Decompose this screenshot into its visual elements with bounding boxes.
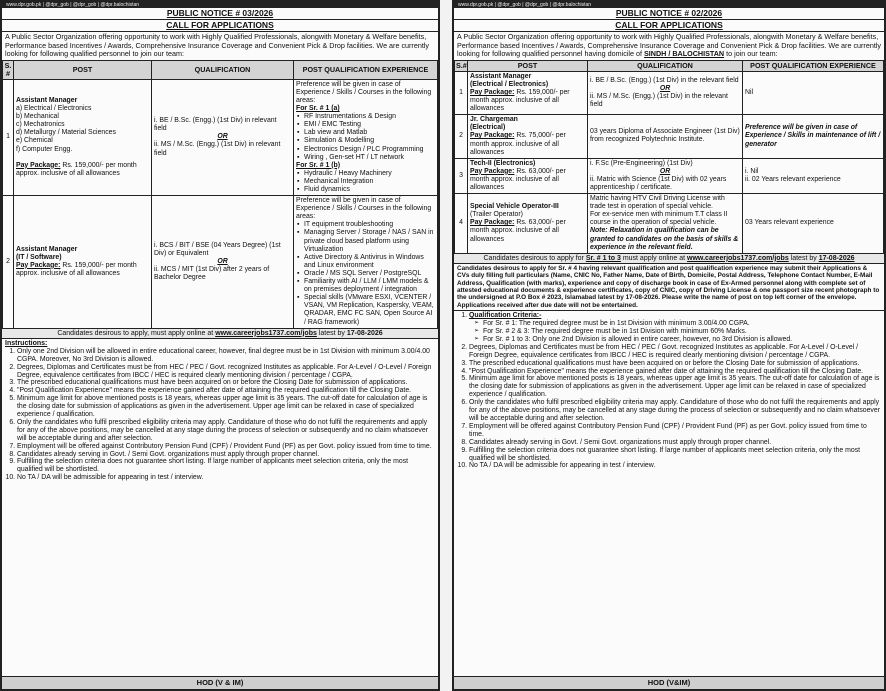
qual-item: ii. Matric with Science (1st Div) with 02 years apprenticeship / certificate. xyxy=(590,175,727,191)
qual-item: For ex-service men with minimum T.T class II course in the operation of special vehicle. xyxy=(590,211,728,227)
qual-item: ii. MS / M.Sc. (Engg.) (1st Div) in relevant field xyxy=(154,141,281,157)
list-item: 4. "Post Qualification Experience" means the experience gained after date of attaining the required qualification till the Closing Date. xyxy=(17,387,435,395)
notice-number: PUBLIC NOTICE # 03/2026 xyxy=(2,8,438,20)
list-item: ▪ EMI / EMC Testing xyxy=(304,121,435,129)
public-notice-02 xyxy=(452,0,886,691)
qualification-cell xyxy=(152,196,294,329)
col-post: POST xyxy=(14,60,152,79)
table-row xyxy=(455,194,884,254)
qualification-cell xyxy=(588,194,743,254)
qualification-cell xyxy=(588,158,743,193)
relaxation-note: Note: Relaxation in qualification can be granted to candidates on the basis of skills & experience in the relevant field. xyxy=(590,227,739,251)
table-row xyxy=(3,79,438,195)
list-item: 6. Only the candidates who fulfil prescribed eligibility criteria may apply. Candidature of those who do not fulfil the requirements and apply for any of the above positions, may be cancelled at any stage during the process of selection or subsequently and no claim whatsoever will be acceptable during and after selection. xyxy=(17,419,435,443)
post-title: Assistant Manager xyxy=(16,97,78,105)
instructions xyxy=(2,339,438,484)
experience-cell: Preference will be given in case of Experience / Skills in maintenance of lift / generator xyxy=(743,115,884,158)
qual-item: Matric having HTV Civil Driving License with trade test in operation of special vehicle. xyxy=(590,195,725,211)
instructions xyxy=(454,311,884,471)
post-title: Assistant Manager xyxy=(16,245,78,253)
list-item: 7. Employment will be offered against Contributory Pension Fund (CPF) / Provident Fund (PF) as per Govt. policy issued from time to time. xyxy=(469,423,881,439)
col-experience: POST QUALIFICATION EXPERIENCE xyxy=(743,60,884,71)
qual-item: i. F.Sc (Pre-Engineering) (1st Div) xyxy=(590,159,693,167)
apply-online: Candidates desirous to apply, must apply online at www.careerjobs1737.com/jobs latest by 17-08-2026 xyxy=(2,329,438,339)
table-row xyxy=(455,71,884,114)
post-cell xyxy=(14,196,152,329)
list-item: ▪ IT equipment troubleshooting xyxy=(304,221,435,229)
post-sub: (Electrical) xyxy=(470,124,506,132)
post-cell xyxy=(468,115,588,158)
notice-number: PUBLIC NOTICE # 02/2026 xyxy=(454,8,884,20)
posts-table xyxy=(454,60,884,254)
post-cell xyxy=(468,158,588,193)
row-sno: 2 xyxy=(455,115,468,158)
careers-link[interactable]: www.careerjobs1737.com/jobs xyxy=(215,329,317,337)
call-heading: CALL FOR APPLICATIONS xyxy=(454,20,884,32)
qual-item: ii. MS / M.Sc. (Engg.) (1st Div) in the relevant field xyxy=(590,93,728,109)
list-item: 10. No TA / DA will be admissible for appearing in test / interview. xyxy=(17,474,435,482)
pqe-list xyxy=(296,221,435,326)
qualification-cell xyxy=(152,79,294,195)
row-sno: 1 xyxy=(455,71,468,114)
careers-link[interactable]: www.careerjobs1737.com/jobs xyxy=(687,254,789,262)
post-sub: c) Mechatronics xyxy=(16,121,65,129)
row-sno: 2 xyxy=(3,196,14,329)
or-label: OR xyxy=(659,84,671,92)
post-sub: (Electrical / Electronics) xyxy=(470,80,549,88)
experience-cell: 03 Years relevant experience xyxy=(743,194,884,254)
col-qualification: QUALIFICATION xyxy=(152,60,294,79)
list-item: ▪ Fluid dynamics xyxy=(304,186,435,194)
qualification-cell xyxy=(588,71,743,114)
apply-online: Candidates desirous to apply for Sr. # 1 to 3 must apply online at www.careerjobs1737.com/jobs latest by 17-08-2026 xyxy=(454,254,884,264)
col-qualification: QUALIFICATION xyxy=(588,60,743,71)
social-bar: www.dpr.gob.pk | @dpr_gob | @dpr_gob | @dpr.balochistan xyxy=(2,2,438,8)
list-item: 9. Fulfilling the selection criteria does not guarantee short listing. If large number of applicants meet selection criteria, only the most qualified will be shortlisted. xyxy=(17,458,435,474)
table-row xyxy=(455,158,884,193)
pay-package: Pay Package: Rs. 159,000/- per month approx. inclusive of all allowances xyxy=(16,261,137,277)
intro-text: A Public Sector Organization offering opportunity to work with Highly Qualified Professionals, alongwith Monetary & Welfare benefits, Performance based Incentives / Awards, Comprehensive Insurance Coverage and Convenient Pick & Drop facilities. We are currently looking for following qualified personnel to join our team: xyxy=(5,32,430,59)
list-item: ▪ Simulation & Modelling xyxy=(304,137,435,145)
list-item: ▪ Familiarity with AI / LLM / LMM models & on premises deployment / integration xyxy=(304,278,435,294)
signatory: HOD (V & IM) xyxy=(2,676,438,689)
post-sub: d) Metallurgy / Material Sciences xyxy=(16,129,116,137)
table-row xyxy=(3,196,438,329)
list-item: 10. No TA / DA will be admissible for appearing in test / interview. xyxy=(469,462,881,470)
list-item: ▪ Managing Server / Storage / NAS / SAN in private cloud based platform using Virtualization xyxy=(304,229,435,253)
list-item: ▪ Oracle / MS SQL Server / PostgreSQL xyxy=(304,270,435,278)
pay-package: Pay Package: Rs. 159,000/- per month approx. inclusive of all allowances xyxy=(470,88,570,113)
list-item: 5. Minimum age limit for above mentioned posts is 18 years, whereas upper age limit is 35 years. The cut-off date for calculation of age is the closing date for submission of applications as given in the advertisement. Upper age limit can be relaxed in case of specialized experience / qualification. xyxy=(17,395,435,419)
list-item: 3. The prescribed educational qualifications must have been acquired on or before the Closing Date for submission of applications. xyxy=(17,379,435,387)
list-item: 8. Candidates already serving in Govt. / Semi Govt. organizations must apply through proper channel. xyxy=(17,451,435,459)
post-title: Tech-II (Electronics) xyxy=(470,159,536,167)
qualification-cell: 03 years Diploma of Associate Engineer (1st Div) from recognized Polytechnic Institute. xyxy=(588,115,743,158)
instructions-list xyxy=(457,312,881,470)
or-label: OR xyxy=(217,257,228,265)
list-item: 1. Qualification Criteria:- ➢ For Sr. # 1: The required degree must be in 1st Division with minimum 3.00/4.00 CGPA. ➢ For Sr. # 2 & 3: The required degree must be in 1st Division with minimum 60% Marks. ➢ For Sr. # 1 to 3: Only one 2nd Division is allowed in entire career, however, no 3rd Division is allowed. xyxy=(469,312,881,344)
criteria-list xyxy=(469,320,881,344)
experience-cell: Nil xyxy=(743,71,884,114)
row-sno: 4 xyxy=(455,194,468,254)
signatory: HOD (V&IM) xyxy=(454,676,884,689)
qual-item: ii. MCS / MIT (1st Div) after 2 years of Bachelor Degree xyxy=(154,265,270,281)
list-item: 8. Candidates already serving in Govt. / Semi Govt. organizations must apply through proper channel. xyxy=(469,439,881,447)
list-item: ▪ Special skills (VMware ESXI, VCENTER / VSAN, VM Replication, Kaspersky, VEAM, QRADAR, EMC FC SAN, Open Source AI / RAG framework) xyxy=(304,294,435,326)
pqe-list xyxy=(296,113,435,162)
qual-item: i. BCS / BIT / BSE (04 Years Degree) (1st Div) or Equivalent xyxy=(154,241,281,257)
pqe-list xyxy=(296,170,435,194)
post-sub: (IT / Software) xyxy=(16,253,62,261)
pqe-intro: Preference will be given in case of Experience / Skills / Courses in the following areas: xyxy=(296,197,432,221)
col-sno: S.# xyxy=(456,60,467,70)
list-item: ▪ Active Directory & Antivirus in Windows and Linux environment xyxy=(304,254,435,270)
list-item: 9. Fulfilling the selection criteria does not guarantee short listing. If large number of applicants meet selection criteria, only the most qualified will be shortlisted. xyxy=(469,447,881,463)
list-item: 5. Minimum age limit for above mentioned posts is 18 years, whereas upper age limit is 35 years. The cut-off date for calculation of age is the closing date for submission of applications as given in the advertisement. Upper age limit can be relaxed in case of specialized experience / qualification. xyxy=(469,375,881,399)
post-title: Jr. Chargeman xyxy=(470,116,518,124)
intro-text: A Public Sector Organization offering opportunity to work with Highly Qualified Professionals, alongwith Monetary & Welfare benefits, Performance based Incentives / Awards, Comprehensive Insurance Coverage and Convenient Pick & Drop facilities. We are currently looking for following qualified personnel having domicile of SINDH / BALOCHISTAN to join our team: xyxy=(457,32,882,59)
post-title: Assistant Manager xyxy=(470,72,532,80)
post-sub: (Trailer Operator) xyxy=(470,211,523,219)
instructions-heading: Instructions: xyxy=(5,339,48,347)
social-bar: www.dpr.gob.pk | @dpr_gob | @dpr_gob | @dpr.balochistan xyxy=(454,2,884,8)
list-item: 7. Employment will be offered against Contributory Pension Fund (CPF) / Provident Fund (PF) as per Govt. policy issued from time to time. xyxy=(17,443,435,451)
list-item: 2. Degrees, Diplomas and Certificates must be from HEC / PEC / Govt. recognized Institutes as applicable. For A-Level / O-Level / Foreign Degree, equivalence certificates from IBCC / HEC is required clearly mentioning division / percentage / CGPA. xyxy=(469,344,881,360)
list-item: ➢ For Sr. # 2 & 3: The required degree must be in 1st Division with minimum 60% Marks. xyxy=(483,328,881,336)
list-item: ➢ For Sr. # 1 to 3: Only one 2nd Division is allowed in entire career, however, no 3rd Division is allowed. xyxy=(483,336,881,344)
pqe-subhead: For Sr. # 1 (a) xyxy=(296,105,340,113)
or-label: OR xyxy=(217,133,228,141)
table-header xyxy=(3,60,438,79)
or-label: OR xyxy=(659,167,671,175)
post-cell xyxy=(468,71,588,114)
pay-package: Pay Package: Rs. 159,000/- per month approx. inclusive of all allowances xyxy=(16,161,137,177)
qual-item: i. BE / B.Sc. (Engg.) (1st Div) in the relevant field xyxy=(590,76,739,84)
public-notice-03 xyxy=(0,0,440,691)
post-cell xyxy=(14,79,152,195)
list-item: ▪ Hydraulic / Heavy Machinery xyxy=(304,170,435,178)
list-item: ▪ Mechanical Integration xyxy=(304,178,435,186)
pay-package: Pay Package: Rs. 75,000/- per month approx. inclusive of all allowances xyxy=(470,132,566,156)
row-sno: 3 xyxy=(455,158,468,193)
postal-application: Candidates desirous to apply for Sr. # 4 having relevant qualification and post qualification experience may submit their Applications & CVs duly filling full particulars (Name, CNIC No, Father Name, Date of Birth, Domicile, Postal Address, Telephone Contact Number, E-Mail Address, Qualification (with marks), experience and copy of discharge book in case of Ex-Armed personnel along with complete set of attested educational documents & experience certificates, copy of CNIC, copy of Driving License & one passport size recent photograph to the undersigned at P.O Box # 2023, Islamabad latest by 17-08-2026. Please write the name of post on top left corner of the envelope. Applications received after due date will not be entertained. xyxy=(454,264,884,311)
table-header xyxy=(455,60,884,71)
list-item: ▪ RF Instrumentations & Design xyxy=(304,113,435,121)
qual-item: i. BE / B.Sc. (Engg.) (1st Div) in relevant field xyxy=(154,117,277,133)
table-row xyxy=(455,115,884,158)
col-sno: S. # xyxy=(3,60,14,79)
call-heading: CALL FOR APPLICATIONS xyxy=(2,20,438,32)
list-item: 4. "Post Qualification Experience" means the experience gained after date of attaining the required qualification till the Closing Date. xyxy=(469,368,881,376)
list-item: 2. Degrees, Diplomas and Certificates must be from HEC / PEC / Govt. recognized Institutes as applicable. For A-Level / O-Level / Foreign Degree, equivalence certificates from IBCC / HEC is required clearly mentioning division / percentage / CGPA. xyxy=(17,364,435,380)
pqe-subhead: For Sr. # 1 (b) xyxy=(296,161,341,169)
posts-table xyxy=(2,60,438,329)
experience-cell xyxy=(294,79,438,195)
pay-package: Pay Package: Rs. 63,000/- per month approx. inclusive of all allowances xyxy=(470,219,566,243)
experience-cell: i. Nil ii. 02 Years relevant experience xyxy=(743,158,884,193)
pay-package: Pay Package: Rs. 63,000/- per month approx. inclusive of all allowances xyxy=(470,167,566,191)
post-sub: f) Computer Engg. xyxy=(16,145,73,153)
pqe-intro: Preference will be given in case of Experience / Skills / Courses in the following areas: xyxy=(296,80,432,104)
list-item: ▪ Electronics Design / PLC Programming xyxy=(304,146,435,154)
post-sub: b) Mechanical xyxy=(16,113,59,121)
row-sno: 1 xyxy=(3,79,14,195)
list-item: 3. The prescribed educational qualifications must have been acquired on or before the Closing Date for submission of applications. xyxy=(469,360,881,368)
post-title: Special Vehicle Operator-III xyxy=(470,203,559,211)
list-item: ➢ For Sr. # 1: The required degree must be in 1st Division with minimum 3.00/4.00 CGPA. xyxy=(483,320,881,328)
post-sub: a) Electrical / Electronics xyxy=(16,105,92,113)
list-item: 6. Only the candidates who fulfil prescribed eligibility criteria may apply. Candidature of those who do not fulfil the requirements and apply for any of the above positions, may be cancelled at any stage during the process of selection or subsequently and no claim whatsoever will be acceptable during and after selection. xyxy=(469,399,881,423)
list-item: 1. Only one 2nd Division will be allowed in entire educational career, however, final degree must be in 1st Division with minimum 3.00/4.00 CGPA. Moreover, No 3rd Division is allowed. xyxy=(17,348,435,364)
post-sub: e) Chemical xyxy=(16,137,53,145)
instructions-list xyxy=(5,348,435,482)
list-item: ▪ Wiring , Gen-set HT / LT network xyxy=(304,154,435,162)
post-cell xyxy=(468,194,588,254)
list-item: ▪ Lab view and Matlab xyxy=(304,129,435,137)
col-post: POST xyxy=(468,60,588,71)
experience-cell xyxy=(294,196,438,329)
col-experience: POST QUALIFICATION EXPERIENCE xyxy=(294,60,438,79)
